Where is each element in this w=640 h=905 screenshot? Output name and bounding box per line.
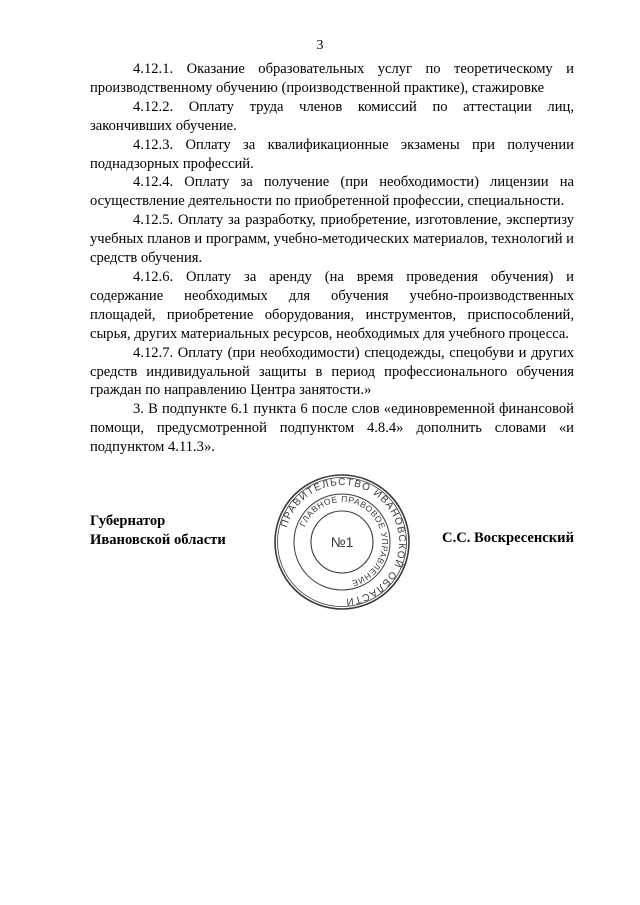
paragraph-4-12-6: 4.12.6. Оплату за аренду (на время проведения обучения) и содержание необходимых для обучения учебно-производственных площадей, приобретение оборудования, инструментов, приспособлений, сырья, других материальных ресурсов, необходимых для учебного процесса. [90,268,574,342]
official-seal-stamp [272,472,412,612]
paragraph-4-12-2: 4.12.2. Оплату труда членов комиссий по аттестации лиц, закончивших обучение. [90,98,574,134]
paragraph-4-12-4: 4.12.4. Оплату за получение (при необходимости) лицензии на осуществление деятельности по приобретенной профессии, специальности. [90,174,574,210]
document-body [90,60,574,457]
signature-title-line2: Ивановской области [90,532,226,548]
paragraph-4-12-7: 4.12.7. Оплату (при необходимости) спецодежды, спецобуви и других средств индивидуальной защиты в период профессионального обучения граждан по направлению Центра занятости.» [90,344,574,399]
signature-title [90,512,226,550]
paragraph-item-3: 3. В подпункте 6.1 пункта 6 после слов «единовременной финансовой помощи, предусмотренной подпунктом 4.8.4» дополнить словами «и подпунктом 4.11.3». [90,401,574,456]
paragraph-4-12-1: 4.12.1. Оказание образовательных услуг по теоретическому и производственному обучению (производственной практике), стажировке [90,61,574,96]
seal-number: №1 [330,534,354,550]
seal-inner-text: ГЛАВНОЕ ПРАВОВОЕ УПРАВЛЕНИЕ [297,493,391,589]
signature-title-line1: Губернатор [90,513,166,529]
signer-name: С.С. Воскресенский [442,530,574,546]
seal-outer-text: ПРАВИТЕЛЬСТВО ИВАНОВСКОЙ ОБЛАСТИ [279,476,408,608]
paragraph-4-12-5: 4.12.5. Оплату за разработку, приобретение, изготовление, экспертизу учебных планов и программ, учебно-методических материалов, технологий и средств обучения. [90,212,574,267]
paragraph-4-12-3: 4.12.3. Оплату за квалификационные экзамены при получении поднадзорных профессий. [90,136,574,172]
page-number: 3 [316,38,324,53]
